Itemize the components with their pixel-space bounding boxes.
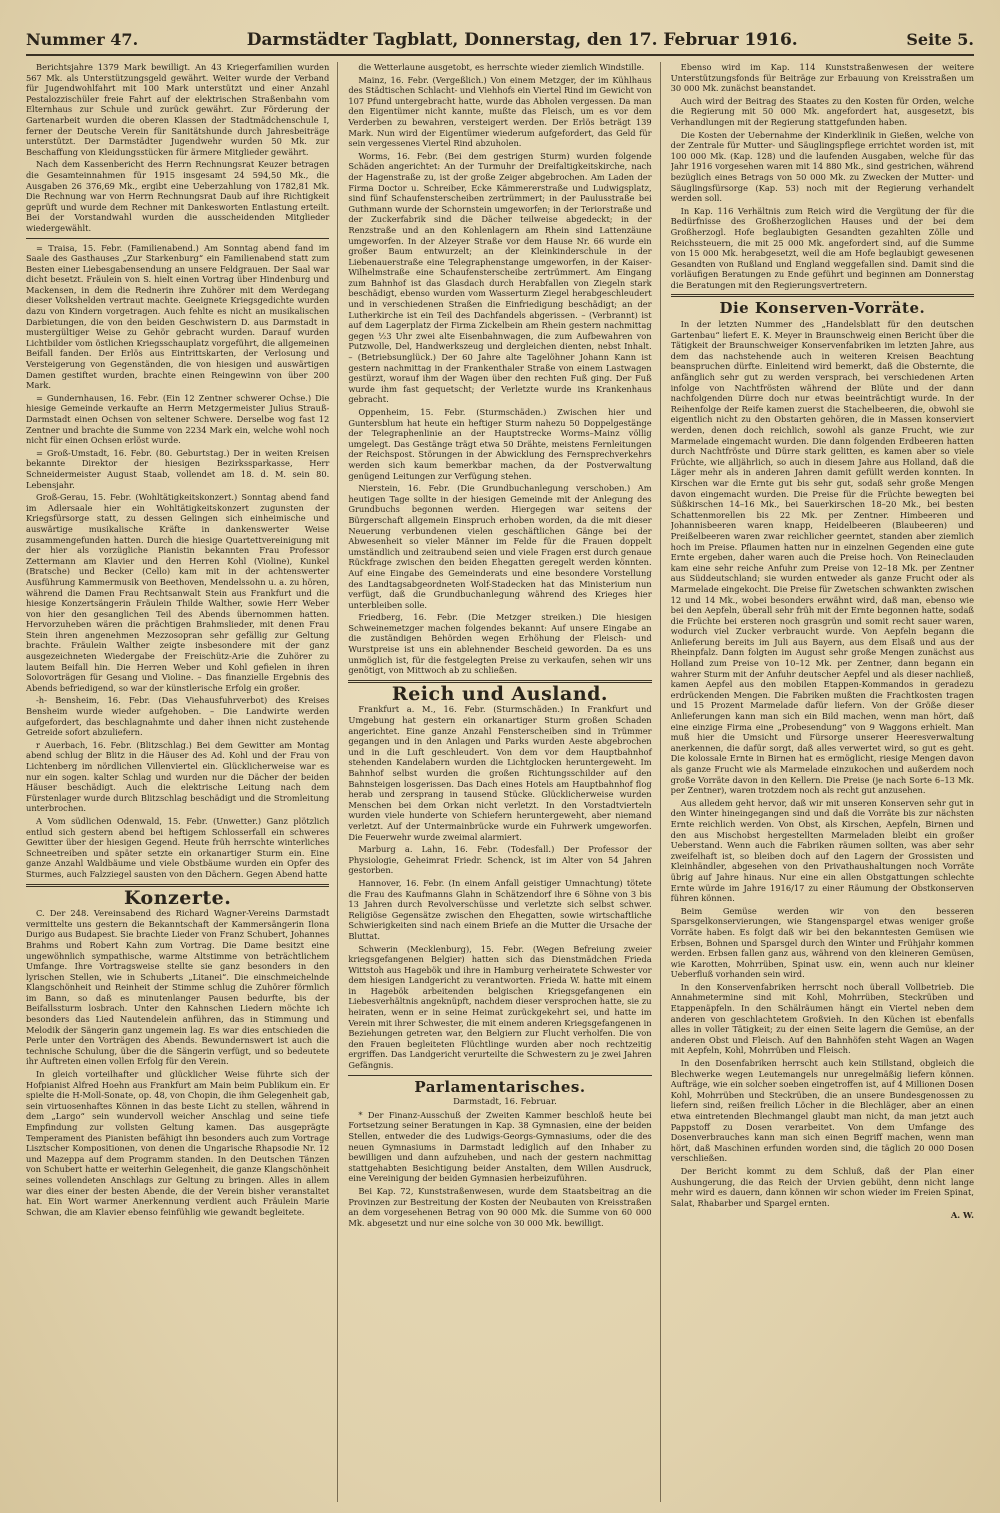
col2-news bbox=[348, 62, 651, 676]
section-title-konserven: Die Konserven-Vorräte. bbox=[719, 299, 926, 318]
article-paragraph: Nach dem Kassenbericht des Herrn Rechnungsrat Keuzer betragen die Gesamteinnahmen für 1915 insgesamt 24 594,50 Mk., die Ausgaben 26 376,69 Mk., ergibt eine Ueberzahlung von 1782,81 Mk. Die Rechnung war von Herrn Rechnungsrat Daub auf ihre Richtigkeit geprüft und wurde dem Rechner mit Dankesworten Entlastung erteilt. Bei der Vorstandwahl wurden die ausscheidenden Mitglieder wiedergewählt. bbox=[26, 159, 330, 233]
article-paragraph: In den Konservenfabriken herrscht noch überall Vollbetrieb. Die Annahmetermine sind mit Kohl, Mohrrüben, Steckrüben und Etappenäpfeln. In den Schälräumen hängt ein Viertel neben dem anderen von geschlachtetem Großvieh. In den Küchen ist ebenfalls alles in voller Tätigkeit; zu der einen Seite lagern die Gemüse, an der anderen Obst und Fleisch. Auf den Bahnhöfen steht Wagen an Wagen mit Aepfeln, Kohl, Mohrrüben und Fleisch. bbox=[670, 981, 974, 1056]
article-paragraph: = Groß-Umstadt, 16. Febr. (80. Geburtstag.) Der in weiten Kreisen bekannte Direktor der hiesigen Bezirkssparkasse, Herr Schneidermeister August Staab, vollendet am 18. d. M. sein 80. Lebensjahr. bbox=[26, 447, 330, 490]
article-paragraph: Ebenso wird im Kap. 114 Kunststraßenwesen der weitere Unterstützungsfonds für Beiträge zur Erbauung von Kreisstraßen um 30 000 Mk. zunächst beanstandet. bbox=[670, 62, 974, 94]
article-paragraph: Marburg a. Lahn, 16. Febr. (Todesfall.) Der Professor der Physiologie, Geheimrat Friedr. Schenck, ist im Alter von 54 Jahren gestorben. bbox=[348, 844, 652, 876]
col2-parl bbox=[348, 1110, 651, 1229]
newspaper-title: Darmstädter Tagblatt, Donnerstag, den 17. Februar 1916. bbox=[246, 30, 798, 50]
signature: A. W. bbox=[950, 1210, 974, 1221]
col2-reich bbox=[348, 704, 651, 1070]
article-paragraph: Worms, 16. Febr. (Bei dem gestrigen Sturm) wurden folgende Schäden angerichtet: An der Turmuhr der Dreifaltigkeitskirche, nach der Hagenstraße zu, ist der große Zeiger abgebrochen. Am Laden der Firma Doctor u. Schreiber, Ecke Kämmererstraße und Ludwigsplatz, sind fünf Schaufensterscheiben zertrümmert; in der Paulusstraße bei Guthmann wurde der Schornstein umgeworfen; in der Teriorstraße und der Zuckerfabrik sind die Dächer teilweise abgedeckt; in der Renzstraße und an den Kohlenlagern am Rhein sind Lattenzäune umgeworfen. In der Alzeyer Straße vor dem Hause Nr. 66 wurde ein großer Baum entwurzelt; an der Kleinkinderschule in der Liebenauerstraße eine Telegraphenstange umgeworfen, in der Kaiser-Wilhelmstraße eine Schaufensterscheibe zertrümmert. Am Eingang zum Bahnhof ist das Glasdach durch Herabfallen von Ziegeln stark beschädigt, ebenso wurden vom Wasserturm Ziegel herabgeschleudert und in verschiedenen Straßen die Einfriedigung beschädigt; an der Lutherkirche ist ein Teil des Dachfandels abgerissen. – (Verbrannt) ist auf dem Lagerplatz der Firma Zickelbein am Rhein gestern nachmittag gegen ½3 Uhr zwei alte Eisenbahnwagen, die zum Aufbewahren von Putzwolle, Del, Handwerkszeug und dergleichen dienten, nebst Inhalt. – (Betriebsunglück.) Der 60 Jahre alte Tagelöhner Johann Kann ist gestern nachmittag in der Frankenthaler Straße von einem Lastwagen gestürzt, worauf ihm der Wagen über den rechten Fuß ging. Der Fuß wurde ihm fast gequetscht; der Verletzte wurde ins Krankenhaus gebracht. bbox=[348, 150, 652, 405]
article-paragraph: Aus alledem geht hervor, daß wir mit unseren Konserven sehr gut in den Winter hineingegangen sind und daß die Vorräte bis zur nächsten Ernte reichlich werden. Von Obst, als Kirschen, Aepfeln, Birnen und den aus Mischobst hergestellten Marmeladen bleibt ein großer Ueberstand. Wenn auch die Fabriken räumen sollten, was aber sehr zweifelhaft ist, so bleiben doch auf den Lagern der Grossisten und Kleinhändler, abgesehen von den Privathaushaltungen noch Vorräte übrig auf Jahre hinaus. Nur eine ein allen Obstgattungen schlechte Ernte würde im Jahre 1916/17 zu einer Räumung der Obstkonserven führen können. bbox=[670, 797, 974, 904]
article-paragraph: C. Der 248. Vereinsabend des Richard Wagner-Vereins Darmstadt vermittelte uns gestern die Bekanntschaft der Kammersängerin Ilona Durigo aus Budapest. Sie brachte Lieder von Franz Schubert, Johannes Brahms und Robert Kahn zum Vortrag. Die Dame besitzt eine ungewöhnlich sympathische, warme Altstimme von beträchtlichem Umfange. Ihre Vortragsweise stellte sie ganz besonders in den lyrischen Stellen, wie in Schuberts „Litanei“. Die einschmeichelnde Klangschönheit und Reinheit der Stimme schlug die Zuhörer förmlich im Bann, so daß es minutenlanger Pausen bedurfte, bis der Beifallssturm losbrach. Unter den Kahnschen Liedern möchte ich besonders das Lied Nautendelein anführen, das in Stimmung und Melodik der Sängerin ganz ungemein lag. Es war dies entschieden die Perle unter den Vorträgen des Abends. Bewundernswert ist auch die technische Schulung, über die die Sängerin verfügt, und so bedeutete ihr Auftreten einen vollen Erfolg für den Verein. bbox=[26, 908, 330, 1067]
article-paragraph: Frankfurt a. M., 16. Febr. (Sturmschäden.) In Frankfurt und Umgebung hat gestern ein orkanartiger Sturm großen Schaden angerichtet. Eine ganze Anzahl Fensterscheiben sind in Trümmer gegangen und in den Anlagen und Parks wurden Aeste abgebrochen und in die Luft geschleudert. Von dem vor dem Hauptbahnhof stehenden Kandelabern wurden die Lichtglocken heruntergeweht. Im Bahnhof selbst wurden die großen Richtungsschilder auf den Bahnsteigen losgerissen. Das Dach eines Hotels am Hauptbahnhof flog herab und zersprang in tausend Stücke. Glücklicherweise wurden Menschen bei dem Orkan nicht verletzt. In den Vorstadtvierteln wurden viele hunderte von Schiefern heruntergeweht, aber niemand verletzt. Auf der Untermainbrücke wurde ein Fuhrwerk umgeworfen. Die Feuerwehr wurde zweimal alarmiert. bbox=[348, 704, 652, 842]
divider bbox=[671, 294, 974, 297]
article-paragraph: Mainz, 16. Febr. (Vergeßlich.) Von einem Metzger, der im Kühlhaus des Städtischen Schlacht- und Viehhofs ein Viertel Rind im Gewicht von 107 Pfund untergebracht hatte, wurde das Abholen vergessen. Da man den Eigentümer nicht kannte, mußte das Fleisch, um es vor dem Verderben zu bewahren, versteigert werden. Der Erlös beträgt 139 Mark. Nun wird der Eigentümer wiederum aufgefordert, das Geld für sein vergessenes Viertel Rind abzuholen. bbox=[348, 74, 652, 149]
column-1 bbox=[26, 62, 338, 1502]
article-paragraph: * Der Finanz-Ausschuß der Zweiten Kammer beschloß heute bei Fortsetzung seiner Beratungen in Kap. 38 Gymnasien, eine der beiden Stellen, entweder die des Ludwigs-Georgs-Gymnasiums, oder die des neuen Gymnasiums in Darmstadt lediglich auf den Inhaber zu bewilligen und dann aufzuheben, und nach der gestern nachmittag stattgehabten Besichtigung beider Anstalten, dem Willen Ausdruck, eine Vereinigung der beiden Gymnasien herbeizuführen. bbox=[348, 1109, 652, 1184]
article-paragraph: r Auerbach, 16. Febr. (Blitzschlag.) Bei dem Gewitter am Montag abend schlug der Blitz in die Häuser des Ad. Kohl und der Frau von Lichtenberg im nördlichen Villenviertel ein. Glücklicherweise war es nur ein sogen. kalter Schlag und wurden nur die Dächer der beiden Häuser beschädigt. Auch die elektrische Leitung nach dem Fürstenlager wurde durch Blitzschlag beschädigt und die Stromleitung unterbrochen. bbox=[26, 739, 330, 814]
section-title-reich: Reich und Ausland. bbox=[391, 682, 609, 705]
col1-top bbox=[26, 62, 329, 234]
divider bbox=[26, 238, 329, 239]
article-paragraph: = Traisa, 15. Febr. (Familienabend.) Am Sonntag abend fand im Saale des Gasthauses „Zur Starkenburg“ ein Familienabend statt zum Besten einer Liebesgabensendung an unsere Feldgrauen. Der Saal war dicht besetzt. Fräulein von S. hielt einen Vortrag über Hindenburg und Mackensen, in dem die Rednerin ihre Zuhörer mit dem Werdegang dieser Volkshelden vertraut machte. Geeignete Kriegsgedichte wurden dazu von Kindern vorgetragen. Auch fehlte es nicht an musikalischen Darbietungen, die von den beiden Geschwistern D. aus Darmstadt in mustergültiger Weise zu Gehör gebracht wurden. Darauf wurden Lichtbilder vom östlichen Kriegsschauplatz vorgeführt, die allgemeinen Beifall fanden. Der Erlös aus Eintrittskarten, der Verlosung und Versteigerung von Gegenständen, die von hiesigen und auswärtigen Damen gestiftet wurden, brachte einen Reingewinn von über 200 Mark. bbox=[26, 242, 330, 391]
article-paragraph: -h- Bensheim, 16. Febr. (Das Viehausfuhrverbot) des Kreises Bensheim wurde wieder aufgehoben. – Die Landwirte werden aufgefordert, das beschlagnahmte und daher ihnen nicht zustehende Getreide sofort abzuliefern. bbox=[26, 695, 330, 738]
col1-konzerte bbox=[26, 908, 329, 1217]
column-2 bbox=[348, 62, 660, 1502]
article-paragraph: In Kap. 116 Verhältnis zum Reich wird die Vergütung der für die Bedürfnisse des Großherzoglichen Hauses und der bei dem Großherzogl. Hofe beglaubigten Gesandten gezahlten Zölle und Reichssteuern, die mit 25 000 Mk. angefordert sind, auf die Summe von 15 000 Mk. herabgesetzt, weil die am Hofe beglaubigt gewesenen Gesandten von Rußland und England weggefallen sind. Damit sind die vorläufigen Beratungen zu Ende geführt und beginnen am Donnerstag die Beratungen mit den Regierungsvertretern. bbox=[670, 205, 974, 290]
columns bbox=[26, 62, 974, 1502]
article-paragraph: In der letzten Nummer des „Handelsblatt für den deutschen Gartenbau“ liefert E. K. Meyer in Braunschweig einen Bericht über die Tätigkeit der Braunschweiger Konservenfabriken im letzten Jahre, aus dem das nachstehende auch in weiteren Kreisen Beachtung beanspruchen dürfte. Einleitend wird bemerkt, daß die Obsternte, die anfänglich sehr gut zu werden versprach, bei verschiedenen Arten infolge von Nachtfrösten während der Blüte und der dann nachfolgenden Dürre doch nur etwas beeinträchtigt wurde. In der Reihenfolge der Reife kamen zuerst die Stachelbeeren, die, obwohl sie eigentlich nicht zu den Obstarten gehören, die in Massen konserviert werden, denen doch reichlich, sowohl als ganze Frucht, wie zur Marmelade eingemacht wurden. Die dann folgenden Erdbeeren hatten durch Nachtfröste und Dürre stark gelitten, es kamen aber so viele Früchte, wie alljährlich, so auch in diesem Jahre aus Holland, daß die Läger mehr als in anderen Jahren damit gefüllt werden konnten. In Kirschen war die Ernte gut bis sehr gut, sodaß sehr große Mengen davon eingemacht wurden. Die Preise für die Früchte bewegten bei Süßkirschen 14–16 Mk., bei Sauerkirschen 18–20 Mk., bei besten Schattenmorellen bis 22 Mk. per Zentner. Himbeeren und Johannisbeeren waren knapp, Heidelbeeren (Blaubeeren) und Preißelbeeren waren zwar reichlicher geerntet, standen aber ziemlich hoch im Preise. Pflaumen hatten nur in einzelnen Gegenden eine gute Ernte ergeben, daher waren auch die Preise hoch. Von Reineclauden kam eine sehr reiche Anfuhr zum Preise von 12–18 Mk. per Zentner aus Süddeutschland; sie wurden entweder als ganze Frucht oder als Marmelade eingekocht. Die Preise für Zwetschen schwankten zwischen 12 und 14 Mk., wobei besonders erwähnt wird, daß man, ebenso wie bei den Aepfeln, überall sehr früh mit der Ernte begonnen hatte, sodaß die Früchte bei ersteren noch grasgrün und somit recht sauer waren, wodurch viel Zucker verbraucht wurde. Von Aepfeln begann die Anlieferung bereits im Juli aus Bayern, aus dem Elsaß und aus der Rheinpfalz. Dann folgten im August sehr große Mengen zunächst aus Holland zum Preise von 10–12 Mk. per Zentner, dann begann ein wahrer Sturm mit der Anfuhr deutscher Aepfel und als dieser nachließ, kamen Aepfel aus den mobilen Etappen-Kommandos in geradezu erdrückenden Mengen. Die Fabriken mußten die Frachtkosten tragen und 15 Prozent Marmelade dafür liefern. Von der Größe dieser Anlieferungen kann man sich ein Bild machen, wenn man hört, daß eine einzige Firma eine „Probesendung“ von 9 Waggons erhielt. Man muß hier die Umsicht und Fürsorge unserer Heeresverwaltung anerkennen, die dafür sorgt, daß alles verwertet wird, so gut es geht. Die kolossale Ernte in Birnen hat es ermöglicht, riesige Mengen davon als ganze Frucht wie als Marmelade einzukochen und außerdem noch große Vorräte davon in den Kellern. Die Preise (je nach Sorte 6–13 Mk. per Zentner), waren trotzdem noch als recht gut anzusehen. bbox=[670, 319, 974, 796]
article-paragraph: Groß-Gerau, 15. Febr. (Wohltätigkeitskonzert.) Sonntag abend fand im Adlersaale hier ein Wohltätigkeitskonzert zugunsten der Kriegsfürsorge statt, zu dessen Gelingen sich einheimische und auswärtige musikalische Kräfte in dankenswerter Weise zusammengefunden hatten. Durch die hiesige Quartettvereinigung mit der hier als vorzügliche Pianistin bekannten Frau Professor Zettermann am Klavier und den Herren Kohl (Violine), Kunkel (Bratsche) und Becker (Cello) kam mit in der achtenswerter Ausführung Kammermusik von Beethoven, Mendelssohn u. a. zu hören, während die Damen Frau Rechtsanwalt Stein aus Frankfurt und die hiesige Konzertsängerin Fräulein Thilde Walther, sowie Herr Weber von hier den gesanglichen Teil des Abends übernommen hatten. Hervorzuheben wären die prächtigen Brahmslieder, mit denen Frau Stein ihren angenehmen Mezzosopran sehr gefällig zur Geltung brachte. Fräulein Walther zeigte insbesondere mit der ganz ausgezeichneten Wiedergabe der Freischütz-Arie die Zuhörer zu lautem Beifall hin. Die Herren Weber und Kohl gefielen in ihren Solovorträgen für Gesang und Violine. – Das finanzielle Ergebnis des Abends befriedigend, so war der künstlerische Erfolg ein großer. bbox=[26, 492, 330, 693]
section-title-parlament: Parlamentarisches. bbox=[414, 1077, 586, 1096]
article-paragraph: In gleich vorteilhafter und glücklicher Weise führte sich der Hofpianist Alfred Hoehn aus Frankfurt am Main beim Publikum ein. Er spielte die H-Moll-Sonate, op. 48, von Chopin, die ihm Gelegenheit gab, sein virtuosenhaftes Können in das beste Licht zu stellen, während in dem „Largo“ sein wundervoll weicher Anschlag und seine tiefe Empfindung zur vollsten Geltung kamen. Das ausgeprägte Temperament des Pianisten befähigt ihn besonders auch zum Vortrage Lisztscher Kompositionen, von denen die Ungarische Rhapsodie Nr. 12 und Mazeppa auf dem Programm standen. In den Deutschen Tänzen von Schubert hatte er weiterhin Gelegenheit, die ganze Klangschönheit seines vollendeten Anschlags zur Geltung zu bringen. Alles in allem war dies einer der besten Abende, die der Verein bisher veranstaltet hat. Ein Wort warmer Anerkennung verdient auch Fräulein Marie Schwan, die am Klavier ebenso feinfühlig wie gewandt begleitete. bbox=[26, 1069, 330, 1217]
article-paragraph: Oppenheim, 15. Febr. (Sturmschäden.) Zwischen hier und Guntersblum hat heute ein heftiger Sturm nahezu 50 Doppelgestänge der Telegraphenlinie an der Hauptstrecke Worms–Mainz völlig umgelegt. Das Gestänge trägt etwa 50 Drähte, meistens Fernleitungen der Reichspost. Störungen in der Abwicklung des Fernsprechverkehrs werden sich kaum bemerkbar machen, da der Postverwaltung genügend Leitungen zur Verfügung stehen. bbox=[348, 407, 652, 481]
article-paragraph: Die Kosten der Uebernahme der Kinderklinik in Gießen, welche von der Zentrale für Mutter- und Säuglingspflege errichtet worden ist, mit 100 000 Mk. (Kap. 128) und die laufenden Ausgaben, welche für das Jahr 1916 vorgesehen waren mit 14 880 Mk., sind gestrichen, während bezüglich eines Betrags von 50 000 Mk. zu Zwecken der Mutter- und Säuglingsfürsorge (Kap. 53) noch mit der Regierung verhandelt werden soll. bbox=[670, 129, 974, 204]
article-paragraph: Der Bericht kommt zu dem Schluß, daß der Plan einer Aushungerung, die das Reich der Urvien gebüht, denn nicht lange mehr wird es dauern, dann können wir schon wieder im Freien Spinat, Salat, Rhabarber und Spargel ernten. bbox=[670, 1165, 974, 1208]
column-3 bbox=[671, 62, 974, 1502]
page-number: Seite 5. bbox=[906, 30, 974, 49]
article-paragraph: Nierstein, 16. Febr. (Die Grundbuchanlegung verschoben.) Am heutigen Tage sollte in der hiesigen Gemeinde mit der Anlegung des Grundbuchs begonnen werden. Hiergegen war seitens der Bürgerschaft allgemein Einspruch erhoben worden, da die mit dieser Neuerung verbundenen vielen geschäftlichen Gänge bei der Abwesenheit so vieler Männer im Felde für die Frauen doppelt umständlich und zeitraubend seien und viele Fragen erst durch genaue Rückfrage zwischen den beiden Ehegatten geregelt werden könnten. Auf eine Eingabe des Gemeinderats und eine besondere Vorstellung des Landtagsabgeordneten Wolf-Stadecken hat das Ministerium nun verfügt, daß die Grundbuchanlegung während des Krieges hier unterbleiben solle. bbox=[348, 483, 652, 610]
article-paragraph: Bei Kap. 72, Kunststraßenwesen, wurde dem Staatsbeitrag an die Provinzen zur Bestreitung der Kosten der Neubauten von Kreisstraßen an dem vorgesehenen Betrag von 90 000 Mk. die Summe von 60 000 Mk. abgesetzt und nur eine solche von 30 000 Mk. bewilligt. bbox=[348, 1185, 652, 1228]
article-paragraph: In den Dosenfabriken herrscht auch kein Stillstand, obgleich die Blechwerke wegen Leutemangels nur unregelmäßig liefern können. Aufträge, wie ein solcher soeben eingetroffen ist, auf 4 Millionen Dosen Kohl, Mohrrüben und Steckrüben, die an unsere Bundesgenossen zu liefern sind, reißen freilich Löcher in die Blechläger, aber an einen etwa eintretenden Blechmangel glaubt man nicht, da man jetzt auch Pappstoff zu Dosen verarbeitet. Von dem Umfange des Dosenverbrauches kann man sich einen Begriff machen, wenn man hört, daß Maschinen erfunden worden sind, die täglich 20 000 Dosen verschließen. bbox=[670, 1058, 974, 1164]
article-paragraph: A Vom südlichen Odenwald, 15. Febr. (Unwetter.) Ganz plötzlich entlud sich gestern abend bei heftigem Schlosserfall ein schweres Gewitter über der hiesigen Gegend. Heute früh herrschte winterliches Schneetreiben und später setzte ein orkanartiger Sturm ein. Eine ganze Anzahl Waldbäume und viele Obstbäume wurden ein Opfer des Sturmes, auch Falzziegel sausten von den Dächern. Gegen Abend hatte bbox=[26, 815, 330, 879]
section-title-konzerte: Konzerte. bbox=[123, 886, 232, 909]
issue-number: Nummer 47. bbox=[26, 30, 139, 49]
col3-konserven bbox=[671, 319, 974, 1208]
dateline: Darmstadt, 16. Februar. bbox=[453, 1097, 557, 1108]
article-paragraph: Beim Gemüse werden wir von den besseren Sparsgelkonservierungen, wie Stangenspargel etwas weniger große Vorräte haben. Es folgt daß wir bei den bekanntesten Gemüsen wie Erbsen, Bohnen und Sparsgel durch den Winter und Frühjahr kommen werden. Erbsen fallen ganz aus, während von den kleineren Gemüsen, wie Karotten, Mohrrüben, Spinat usw. ein, wenn auch nur kleiner Ueberfluß vorhanden sein wird. bbox=[670, 905, 974, 980]
col3-top bbox=[671, 62, 974, 290]
article-paragraph: Hannover, 16. Febr. (In einem Anfall geistiger Umnachtung) tötete die Frau des Kaufmanns Glahn in Schätzendorf ihre 6 Söhne von 3 bis 13 Jahren durch Revolverschüsse und verletzte sich selbst schwer. Religiöse Gegensätze zwischen den Ehegatten, sowie wirtschaftliche Schwierigkeiten sind nach einem Briefe an die Mutter die Ursache der Bluttat. bbox=[348, 877, 652, 941]
article-paragraph: Auch wird der Beitrag des Staates zu den Kosten für Orden, welche die Regierung mit 50 000 Mk. angefordert hat, ausgesetzt, bis Verhandlungen mit der Regierung stattgefunden haben. bbox=[670, 95, 974, 127]
article-paragraph: Berichtsjahre 1379 Mark bewilligt. An 43 Kriegerfamilien wurden 567 Mk. als Unterstützungsgeld gewährt. Weiter wurde der Verband für Jugendwohlfahrt mit 100 Mark unterstützt und einer Anzahl Pestalozzischüler freie Fahrt auf der elektrischen Straßenbahn vom Elternhaus zur Schule und zurück gewährt. Zur Förderung der Gartenarbeit wurden die oberen Klassen der Stadtmädchenschule I, ferner der Deutsche Verein für Sanitätshunde durch Jahresbeiträge unterstützt. Der Darmstädter Jugendwehr wurden 50 Mk. zur Beschaffung von Kleidungsstücken für ärmere Mitglieder gewährt. bbox=[26, 62, 330, 157]
col1-local-news bbox=[26, 243, 329, 880]
article-paragraph: Friedberg, 16. Febr. (Die Metzger streiken.) Die hiesigen Schweinemetzger machen folgendes bekannt: Auf unsere Eingabe an die zuständigen Behörden wegen Erhöhung der Fleisch- und Wurstpreise ist uns ein ablehnender Bescheid geworden. Da es uns unmöglich ist, für die festgelegten Preise zu verkaufen, sehen wir uns genötigt, von Mittwoch ab zu schließen. bbox=[348, 612, 652, 676]
masthead bbox=[26, 30, 974, 56]
article-paragraph: = Gundernhausen, 16. Febr. (Ein 12 Zentner schwerer Ochse.) Die hiesige Gemeinde verkaufte an Herrn Metzgermeister Julius Strauß-Darmstadt einen Ochsen von seltener Schwere. Derselbe wog fast 12 Zentner und brachte die Summe von 2234 Mark ein, welche wohl noch nicht für einen Ochsen erlöst wurde. bbox=[26, 392, 330, 446]
divider bbox=[348, 1075, 651, 1076]
article-paragraph: die Wetterlaune ausgetobt, es herrschte wieder ziemlich Windstille. bbox=[358, 62, 645, 72]
article-paragraph: Schwerin (Mecklenburg), 15. Febr. (Wegen Befreiung zweier kriegsgefangenen Belgier) hatten sich das Dienstmädchen Frieda Wittstoh aus Hagebök und ihre in Hamburg verheiratete Schwester vor dem hiesigen Landgericht zu verantworten. Frieda W. hatte mit einem in Hagebök arbeitenden belgischen Kriegsgefangenen ein Liebesverhältnis angeknüpft, nachdem dieser versprochen hatte, sie zu heiraten, wenn er in seine Heimat zurückgekehrt sei, und hatte im Verein mit ihrer Schwester, die mit einem anderen Kriegsgefangenen in Beziehungen getreten war, den Belgiern zur Flucht verholfen. Die von den Frauen begleiteten Flüchtlinge wurden aber noch rechtzeitig ergriffen. Das Landgericht verurteilte die Schwestern zu je zwei Jahren Gefängnis. bbox=[348, 943, 652, 1071]
